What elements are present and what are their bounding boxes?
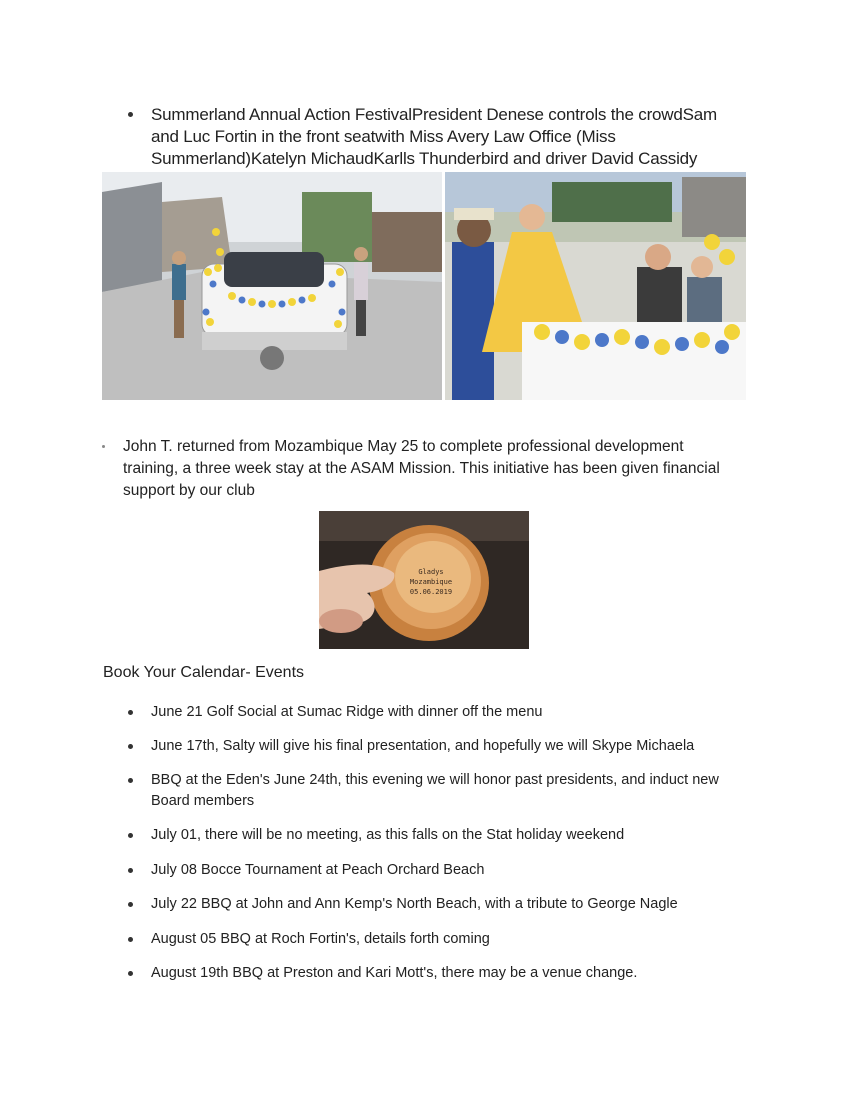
event-item bbox=[128, 894, 748, 915]
event-item bbox=[128, 736, 748, 757]
bread-inscription-line3: 05.06.2019 bbox=[409, 588, 453, 596]
event-item bbox=[128, 963, 748, 984]
calendar-heading: Book Your Calendar- Events bbox=[103, 664, 305, 681]
bullet-icon bbox=[128, 778, 133, 783]
bread-inscription-line2: Mozambique bbox=[409, 578, 453, 586]
bullet-icon bbox=[128, 112, 133, 117]
event-text: August 19th BBQ at Preston and Kari Mott's, there may be a venue change. bbox=[151, 965, 638, 981]
event-item bbox=[128, 929, 748, 950]
bullet-icon bbox=[128, 937, 133, 942]
parade-photo bbox=[102, 172, 746, 400]
event-text: July 22 BBQ at John and Ann Kemp's North Beach, with a tribute to George Nagle bbox=[151, 896, 678, 912]
bullet-icon bbox=[128, 971, 133, 976]
event-text: June 21 Golf Social at Sumac Ridge with dinner off the menu bbox=[151, 704, 543, 720]
bread-inscription-line1: Gladys bbox=[418, 568, 444, 576]
festival-caption-text: Summerland Annual Action FestivalPresident Denese controls the crowdSam and Luc Fortin in the front seatwith Miss Avery Law Office (Miss Summerland)Katelyn MichaudKarlls Thunderbird and driver David Cassidy bbox=[151, 105, 717, 168]
bullet-icon bbox=[128, 868, 133, 873]
event-text: July 08 Bocce Tournament at Peach Orchard Beach bbox=[151, 862, 485, 878]
event-text: August 05 BBQ at Roch Fortin's, details forth coming bbox=[151, 931, 490, 947]
event-item bbox=[128, 770, 748, 812]
event-item bbox=[128, 860, 748, 881]
mission-item bbox=[102, 436, 727, 502]
event-text: July 01, there will be no meeting, as this falls on the Stat holiday weekend bbox=[151, 827, 625, 843]
bullet-icon bbox=[128, 833, 133, 838]
event-text: BBQ at the Eden's June 24th, this evening we will honor past presidents, and induct new Board members bbox=[151, 772, 719, 809]
event-item bbox=[128, 702, 748, 723]
bullet-icon bbox=[128, 744, 133, 749]
bread-photo bbox=[319, 511, 529, 649]
bullet-icon bbox=[128, 710, 133, 715]
event-item bbox=[128, 825, 748, 846]
event-text: June 17th, Salty will give his final presentation, and hopefully we will Skype Michaela bbox=[151, 738, 695, 754]
festival-caption-item bbox=[128, 104, 728, 170]
bullet-icon bbox=[102, 445, 105, 448]
mission-text: John T. returned from Mozambique May 25 to complete professional development training, a three week stay at the ASAM Mission. This initiative has been given financial support by our club bbox=[123, 438, 720, 499]
bullet-icon bbox=[128, 902, 133, 907]
